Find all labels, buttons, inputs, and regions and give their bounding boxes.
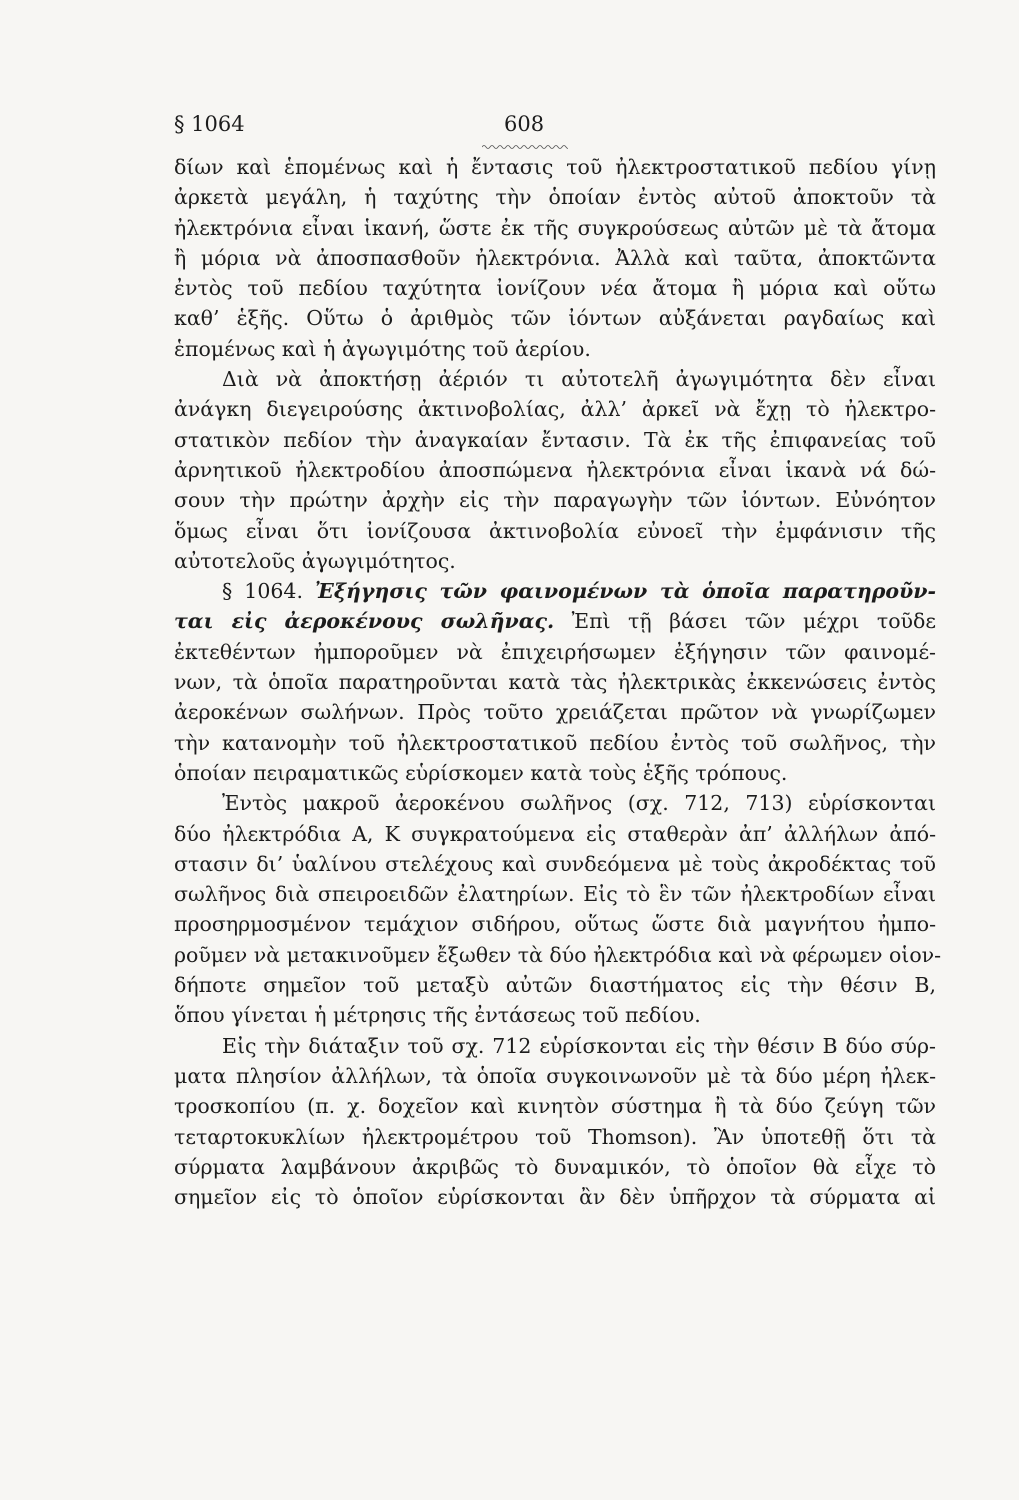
section-heading-number: § 1064. — [222, 579, 303, 604]
text-line: δίων καὶ ἑπομένως καὶ ἡ ἔντασις τοῦ ἠλεκτροστατικοῦ πεδίου γίνῃ — [174, 155, 936, 179]
text-line: Διὰ νὰ ἀποκτήσῃ ἀέριόν τι αὐτοτελῆ ἀγωγιμότητα δὲν εἶναι — [222, 367, 936, 392]
wavy-rule — [482, 144, 568, 150]
text-line: στασιν δι’ ὑαλίνου στελέχους καὶ συνδεόμενα μὲ τοὺς ἀκροδέκτας τοῦ — [174, 851, 936, 876]
text-line: σωλῆνος διὰ σπειροειδῶν ἐλατηρίων. Εἰς τὸ ἓν τῶν ἠλεκτροδίων εἶναι — [174, 882, 936, 907]
text-line: αὐτοτελοῦς ἀγωγιμότητος. — [174, 548, 456, 573]
text-line: καθ’ ἑξῆς. Οὕτω ὁ ἀριθμὸς τῶν ἰόντων αὐξάνεται ραγδαίως καὶ — [174, 306, 936, 331]
text-line: Εἰς τὴν διάταξιν τοῦ σχ. 712 εὑρίσκονται εἰς τὴν θέσιν Β δύο σύρ- — [222, 1033, 936, 1058]
text-line: τεταρτοκυκλίων ἠλεκτρομέτρου τοῦ Thomson). Ἂν ὑποτεθῇ ὅτι τὰ — [174, 1124, 936, 1149]
text-line: ροῦμεν νὰ μετακινοῦμεν ἔξωθεν τὰ δύο ἠλεκτρόδια καὶ νὰ φέρωμεν οἱον- — [174, 942, 942, 967]
text-line: ἢ μόρια νὰ ἀποσπασθοῦν ἠλεκτρόνια. Ἀλλὰ καὶ ταῦτα, ἀποκτῶντα — [174, 245, 936, 270]
text-line: ἑπομένως καὶ ἡ ἀγωγιμότης τοῦ ἀερίου. — [174, 336, 591, 361]
section-marker: § 1064 — [174, 112, 245, 136]
text-line: Ἐντὸς μακροῦ ἀεροκένου σωλῆνος (σχ. 712, 713) εὑρίσκονται — [222, 791, 936, 816]
text-line: τὴν κατανομὴν τοῦ ἠλεκτροστατικοῦ πεδίου ἐντὸς τοῦ σωλῆνος, τὴν — [174, 730, 936, 755]
text-line: ἐκτεθέντων ἠμποροῦμεν νὰ ἐπιχειρήσωμεν ἐξήγησιν τῶν φαινομέ- — [174, 639, 936, 664]
text-line: δύο ἠλεκτρόδια Α, Κ συγκρατούμενα εἰς σταθερὰν ἀπ’ ἀλλήλων ἀπό- — [174, 821, 936, 846]
page-number: 608 — [504, 112, 545, 136]
text-line: σουν τὴν πρώτην ἀρχὴν εἰς τὴν παραγωγὴν τῶν ἰόντων. Εὐνόητον — [174, 488, 936, 513]
text-line: προσηρμοσμένον τεμάχιον σιδήρου, οὕτως ὥστε διὰ μαγνήτου ἠμπο- — [174, 912, 936, 937]
text-line: ἀεροκένων σωλήνων. Πρὸς τοῦτο χρειάζεται πρῶτον νὰ γνωρίζωμεν — [174, 700, 936, 725]
text-line: σημεῖον εἰς τὸ ὁποῖον εὑρίσκονται ἂν δὲν ὑπῆρχον τὰ σύρματα αἱ — [174, 1185, 936, 1210]
section-heading-title-cont: ται εἰς ἀεροκένους σωλῆνας. — [174, 609, 555, 634]
section-heading-line — [174, 576, 936, 606]
text-line: στατικὸν πεδίον τὴν ἀναγκαίαν ἔντασιν. Τὰ ἐκ τῆς ἐπιφανείας τοῦ — [174, 427, 936, 452]
text-line: δήποτε σημεῖον τοῦ μεταξὺ αὐτῶν διαστήματος εἰς τὴν θέσιν Β, — [174, 973, 936, 998]
page-header — [174, 112, 934, 152]
section-heading-line — [174, 606, 936, 636]
text-line: ἠλεκτρόνια εἶναι ἱκανή, ὥστε ἐκ τῆς συγκρούσεως αὐτῶν μὲ τὰ ἄτομα — [174, 215, 936, 240]
text-run: Ἐπὶ τῇ βάσει τῶν μέχρι τοῦδε — [571, 609, 936, 634]
text-line: ἀρκετὰ μεγάλη, ἡ ταχύτης τὴν ὁποίαν ἐντὸς αὐτοῦ ἀποκτοῦν τὰ — [174, 185, 936, 210]
text-line: ὁποίαν πειραματικῶς εὑρίσκομεν κατὰ τοὺς ἑξῆς τρόπους. — [174, 760, 788, 785]
text-line: νων, τὰ ὁποῖα παρατηροῦνται κατὰ τὰς ἠλεκτρικὰς ἐκκενώσεις ἐντὸς — [174, 670, 936, 695]
text-line: τροσκοπίου (π. χ. δοχεῖον καὶ κινητὸν σύστημα ἢ τὰ δύο ζεύγη τῶν — [174, 1094, 936, 1119]
text-line: ἐντὸς τοῦ πεδίου ταχύτητα ἰονίζουν νέα ἄτομα ἢ μόρια καὶ οὕτω — [174, 276, 936, 301]
section-heading-title: Ἐξήγησις τῶν φαινομένων τὰ ὁποῖα παρατηροῦν- — [315, 579, 936, 604]
text-line: ὅπου γίνεται ἡ μέτρησις τῆς ἐντάσεως τοῦ πεδίου. — [174, 1003, 701, 1028]
text-line: ὅμως εἶναι ὅτι ἰονίζουσα ἀκτινοβολία εὐνοεῖ τὴν ἐμφάνισιν τῆς — [174, 518, 936, 543]
text-line: ματα πλησίον ἀλλήλων, τὰ ὁποῖα συγκοινωνοῦν μὲ τὰ δύο μέρη ἠλεκ- — [174, 1063, 936, 1088]
text-line: ἀρνητικοῦ ἠλεκτροδίου ἀποσπώμενα ἠλεκτρόνια εἶναι ἱκανὰ νά δώ- — [174, 457, 936, 482]
text-line: σύρματα λαμβάνουν ἀκριβῶς τὸ δυναμικόν, τὸ ὁποῖον θὰ εἶχε τὸ — [174, 1154, 936, 1179]
text-line: ἀνάγκη διεγειρούσης ἀκτινοβολίας, ἀλλ’ ἀρκεῖ νὰ ἔχῃ τὸ ἠλεκτρο- — [174, 397, 936, 422]
body-text — [174, 152, 942, 1212]
